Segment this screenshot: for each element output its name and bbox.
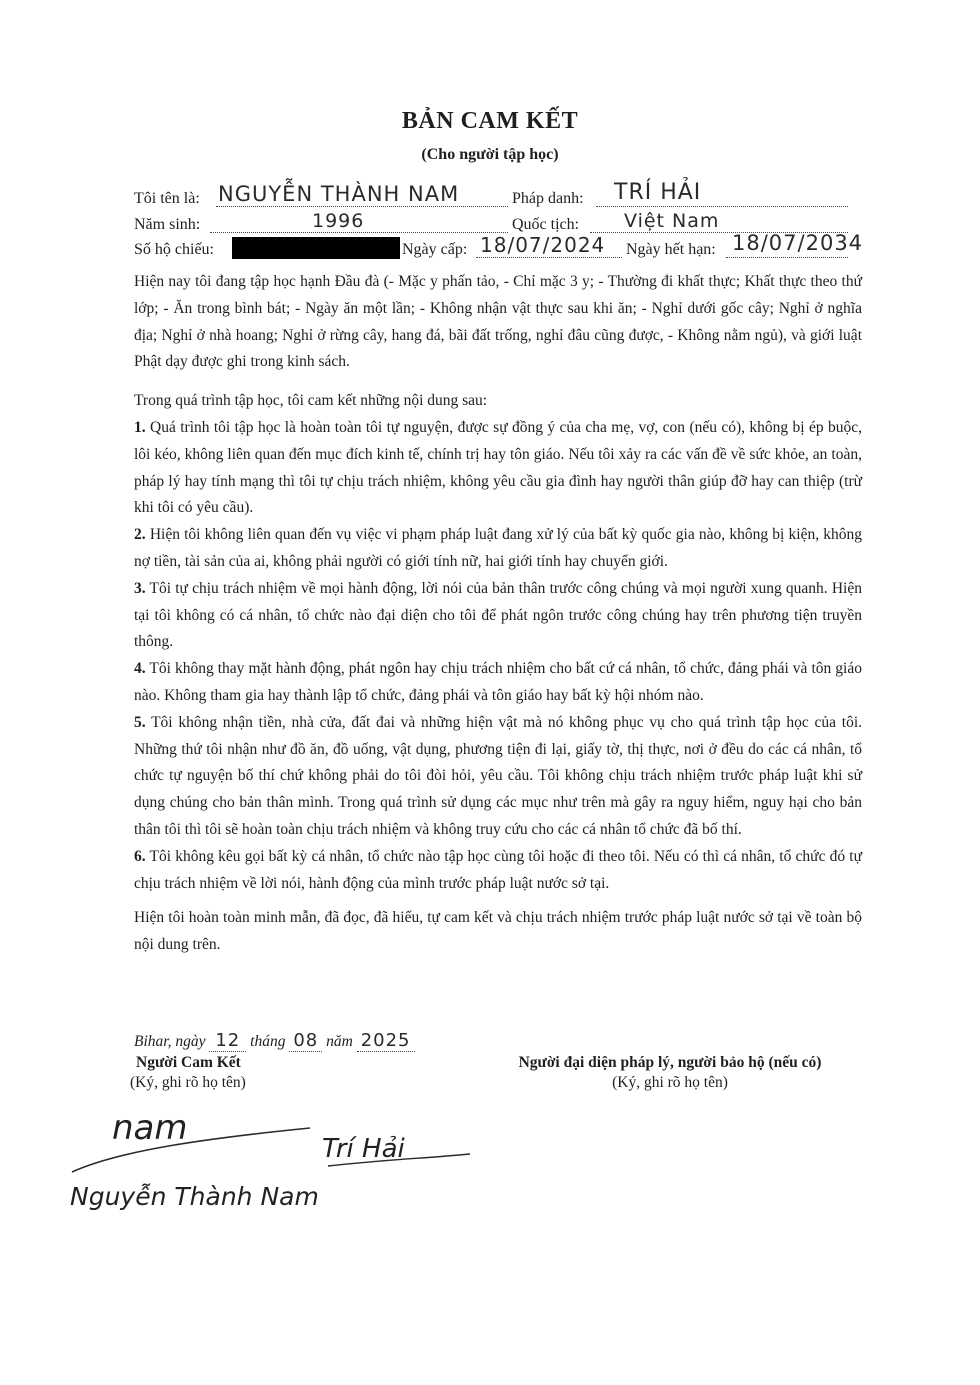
document-subtitle: (Cho người tập học) bbox=[421, 146, 559, 163]
birth-year-value: 1996 bbox=[312, 210, 365, 232]
dharma-name-label: Pháp danh: bbox=[512, 190, 584, 207]
passport-label: Số hộ chiếu: bbox=[134, 241, 214, 258]
commitment-item: 3. Tôi tự chịu trách nhiệm về mọi hành động, lời nói của bản thân trước công chúng và mọi người xung quanh. Hiện tại tôi không có cá nhân, tổ chức nào đại diện cho tôi để phát ngôn trước công chúng hay trên phương tiện truyền thông. bbox=[134, 579, 862, 651]
birth-year-label: Năm sinh: bbox=[134, 216, 201, 233]
signature-1: nam bbox=[112, 1108, 188, 1148]
nationality-value: Việt Nam bbox=[624, 210, 720, 232]
signing-year: 2025 bbox=[357, 1030, 415, 1052]
passport-row bbox=[134, 231, 864, 261]
guardian-note: (Ký, ghi rõ họ tên) bbox=[612, 1074, 728, 1091]
signature-full-name: Nguyễn Thành Nam bbox=[70, 1182, 319, 1211]
committer-title: Người Cam Kết bbox=[136, 1054, 241, 1071]
commitment-item: 2. Hiện tôi không liên quan đến vụ việc vi phạm pháp luật đang xử lý của bất kỳ quốc gia nào, không bị kiện, không nợ tiền, tài sản của ai, không phải người có giới tính nữ, hai giới tính hay chuyển giới. bbox=[134, 526, 862, 570]
closing-paragraph: Hiện tôi hoàn toàn minh mẫn, đã đọc, đã hiểu, tự cam kết và chịu trách nhiệm trước pháp luật nước sở tại về toàn bộ nội dung trên. bbox=[134, 909, 862, 954]
commitment-intro: Trong quá trình tập học, tôi cam kết những nội dung sau: bbox=[134, 392, 488, 409]
commitment-item: 4. Tôi không thay mặt hành động, phát ngôn hay chịu trách nhiệm cho bất cứ cá nhân, tổ chức, đảng phái và tôn giáo nào. Không tham gia hay thành lập tổ chức, đảng phái và tôn giáo hay bất kỳ hội nhóm nào. bbox=[134, 660, 862, 704]
issue-date-label: Ngày cấp: bbox=[402, 241, 468, 258]
expiry-date-value: 18/07/2034 bbox=[732, 231, 864, 255]
name-label: Tôi tên là: bbox=[134, 190, 200, 207]
document-title: BẢN CAM KẾT bbox=[401, 108, 579, 134]
passport-redaction bbox=[232, 237, 400, 259]
commitment-item: 5. Tôi không nhận tiền, nhà cửa, đất đai và những hiện vật mà nó không phục vụ cho quá trình tập học của tôi. Những thứ tôi nhận như đồ ăn, đồ uống, vật dụng, phương tiện đi lại, giấy tờ, thị thực, nơi ở đều do các cá nhân, tổ chức tự nguyện bố thí chứ không phải do tôi đòi hỏi, yêu cầu. Tôi không chịu trách nhiệm trước pháp luật khi sử dụng chúng cho bản thân mình. Trong quá trình sử dụng các mục như trên mà gây ra nguy hiểm, nguy hại cho bản thân tôi thì tôi sẽ hoàn toàn chịu trách nhiệm và không truy cứu cho các cá nhân tổ chức đã bố thí. bbox=[134, 713, 862, 838]
signing-month: 08 bbox=[289, 1030, 322, 1052]
dharma-name-value: TRÍ HẢI bbox=[614, 180, 702, 205]
name-row bbox=[134, 180, 848, 210]
expiry-date-label: Ngày hết hạn: bbox=[626, 241, 716, 258]
commitment-item: 1. Quá trình tôi tập học là hoàn toàn tôi tự nguyện, được sự đồng ý của cha mẹ, vợ, con (nếu có), không bị ép buộc, lôi kéo, không liên quan đến mục đích kinh tế, chính trị hay tôn giáo. Nếu tôi xảy ra các vấn đề về sức khỏe, an toàn, pháp lý hay tính mạng thì tôi tự chịu trách nhiệm, không yêu cầu gia đình hay người thân giúp đỡ hay can thiệp (trừ khi tôi có yêu cầu). bbox=[134, 419, 862, 517]
name-value: NGUYỄN THÀNH NAM bbox=[218, 182, 460, 206]
commitment-item: 6. Tôi không kêu gọi bất kỳ cá nhân, tổ chức nào tập học cùng tôi hoặc đi theo tôi. Nếu có thì cá nhân, tổ chức đó tự chịu trách nhiệm về lời nói, hành động của mình trước pháp luật nước sở tại. bbox=[134, 847, 862, 892]
signing-day: 12 bbox=[209, 1030, 246, 1052]
signing-date-line: Bihar, ngày 12 tháng 08 năm 2025 bbox=[134, 1030, 415, 1051]
nationality-label: Quốc tịch: bbox=[512, 216, 580, 233]
committer-note: (Ký, ghi rõ họ tên) bbox=[130, 1074, 246, 1091]
intro-paragraph: Hiện nay tôi đang tập học hạnh Đầu đà (- Mặc y phấn tảo, - Chỉ mặc 3 y; - Thường đi khất thực; Khất thực theo thứ lớp; - Ăn trong bình bát; - Ngày ăn một lần; - Không nhận vật thực sau khi ăn; - Nghỉ dưới gốc cây; Nghỉ ở nghĩa địa; Nghỉ ở nhà hoang; Nghỉ ở rừng cây, hang đá, bãi đất trống, nghỉ đâu cũng được, - Không nằm ngủ), và giới luật Phật dạy được ghi trong kinh sách. bbox=[134, 273, 862, 371]
commitment-list bbox=[134, 415, 862, 959]
signature-2: Trí Hải bbox=[322, 1134, 405, 1164]
guardian-title: Người đại diện pháp lý, người bảo hộ (nếu có) bbox=[518, 1054, 822, 1071]
issue-date-value: 18/07/2024 bbox=[480, 233, 606, 257]
